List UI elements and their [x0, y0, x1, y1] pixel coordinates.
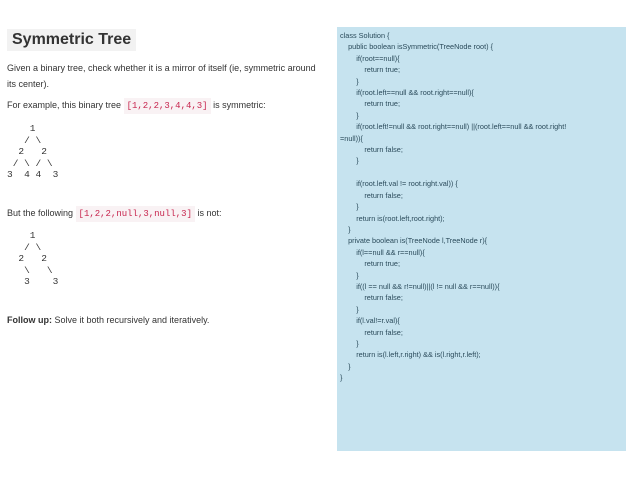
code-line: if(root==null){ — [340, 53, 400, 63]
code-line: } — [340, 202, 359, 212]
example1-prefix: For example, this binary tree — [7, 100, 124, 110]
code-line: public boolean isSymmetric(TreeNode root) { — [340, 42, 494, 52]
code-line: } — [340, 304, 359, 314]
code-line: return true; — [340, 99, 401, 109]
followup-label: Follow up: — [7, 315, 52, 325]
example1-suffix: is symmetric: — [210, 100, 266, 110]
code-line: return false; — [340, 327, 403, 337]
code-line: return true; — [340, 65, 401, 75]
code-line: } — [340, 110, 359, 120]
tree1-diagram: 1 / \ 2 2 / \ / \ 3 4 4 3 — [7, 123, 59, 181]
code-line: private boolean is(TreeNode l,TreeNode r){ — [340, 236, 488, 246]
code-line: } — [340, 270, 359, 280]
code-line: if(l==null && r==null){ — [340, 247, 425, 257]
page-title: Symmetric Tree — [7, 29, 136, 51]
example1-code: [1,2,2,3,4,4,3] — [124, 98, 211, 114]
code-line: } — [340, 156, 359, 166]
code-line: } — [340, 224, 351, 234]
code-line: } — [340, 338, 359, 348]
code-line: } — [340, 361, 351, 371]
example1-text — [7, 97, 266, 114]
code-line: class Solution { — [340, 31, 390, 40]
code-panel — [337, 27, 626, 451]
code-line: if((l == null && r!=null)||(l != null && r==null)){ — [340, 281, 500, 291]
example2-prefix: But the following — [7, 208, 76, 218]
code-line: if(root.left==null && root.right==null){ — [340, 88, 474, 98]
code-line: =null)){ — [340, 133, 363, 143]
code-line: return false; — [340, 145, 403, 155]
code-line: if(l.val!=r.val){ — [340, 316, 400, 326]
code-block — [340, 30, 624, 384]
code-line: if(root.left!=null && root.right==null) ||(root.left==null && root.right! — [340, 122, 567, 132]
problem-description: Given a binary tree, check whether it is a mirror of itself (ie, symmetric around its center). — [7, 63, 316, 89]
code-line: return is(l.left,r.right) && is(l.right,r.left); — [340, 350, 481, 360]
tree2-diagram: 1 / \ 2 2 \ \ 3 3 — [18, 230, 59, 288]
example2-suffix: is not: — [194, 208, 222, 218]
code-line: return false; — [340, 190, 403, 200]
code-line — [340, 167, 624, 178]
code-line: return is(root.left,root.right); — [340, 213, 445, 223]
followup-text — [7, 312, 209, 328]
code-line: } — [340, 76, 359, 86]
followup-body: Solve it both recursively and iteratively. — [52, 315, 210, 325]
example2-text — [7, 205, 221, 222]
code-line: return false; — [340, 293, 403, 303]
code-line: return true; — [340, 259, 401, 269]
code-line: } — [340, 373, 343, 383]
example2-code: [1,2,2,null,3,null,3] — [76, 206, 195, 222]
code-line: if(root.left.val != root.right.val)) { — [340, 179, 458, 189]
